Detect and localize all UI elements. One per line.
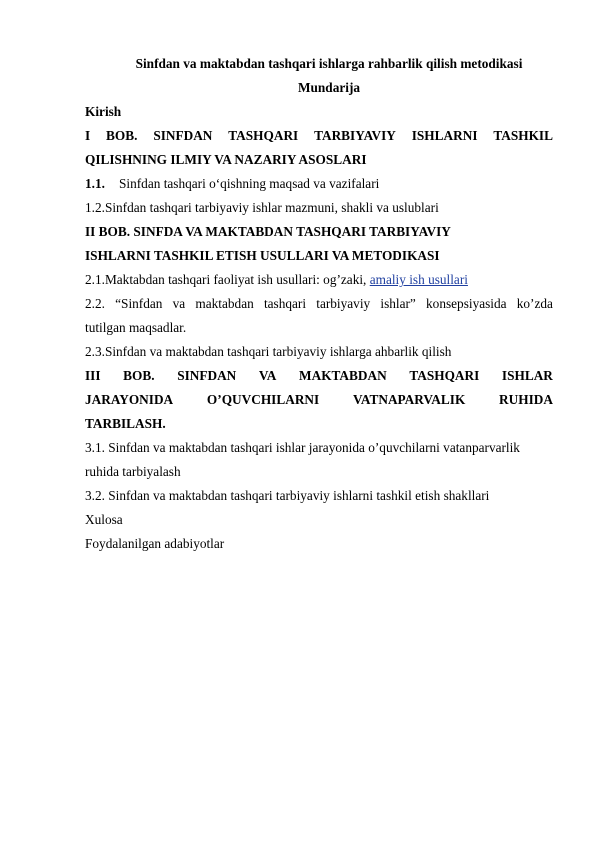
table-of-contents (85, 52, 553, 556)
text-word: maktabdan (195, 296, 254, 311)
toc-item-2-2-line1 (85, 292, 553, 316)
toc-intro: Kirish (85, 104, 122, 119)
heading-word: RUHIDA (499, 392, 553, 407)
heading-word: JARAYONIDA (85, 392, 174, 407)
toc-item-1-1 (85, 172, 553, 196)
heading-word: MAKTABDAN (299, 368, 387, 383)
heading-word: TASHQARI (228, 128, 299, 143)
heading-word: TASHQARI (409, 368, 480, 383)
amaliy-ish-usullari-link[interactable]: amaliy ish usullari (369, 272, 468, 287)
chapter2-heading-line1: II BOB. SINFDA VA MAKTABDAN TASHQARI TARBIYAVIY (85, 224, 451, 239)
toc-item-number: 1.1. (85, 176, 105, 191)
toc-item-3-1-line1: 3.1. Sinfdan va maktabdan tashqari ishlar jarayonida o’quvchilarni vatanparvarlik (85, 440, 520, 455)
text-word: 2.2. (85, 296, 105, 311)
chapter2-heading-line2: ISHLARNI TASHKIL ETISH USULLARI VA METODIKASI (85, 248, 440, 263)
heading-word: BOB. (106, 128, 138, 143)
heading-word: ISHLARNI (411, 128, 478, 143)
text-word: tashqari (263, 296, 307, 311)
heading-word: VA (258, 368, 277, 383)
toc-item-text: Sinfdan tashqari o‘qishning maqsad va vazifalari (119, 176, 380, 191)
toc-item-3-2: 3.2. Sinfdan va maktabdan tashqari tarbiyaviy ishlarni tashkil etish shakllari (85, 488, 490, 503)
text-word: “Sinfdan (115, 296, 163, 311)
toc-references: Foydalanilgan adabiyotlar (85, 536, 225, 551)
heading-word: III (85, 368, 101, 383)
text-word: ko’zda (516, 296, 553, 311)
text-word: konsepsiyasida (426, 296, 507, 311)
heading-word: SINFDAN (153, 128, 213, 143)
chapter1-heading-line2: QILISHNING ILMIY VA NAZARIY ASOSLARI (85, 152, 367, 167)
chapter1-heading-line1 (85, 124, 553, 148)
chapter3-heading-line1 (85, 364, 553, 388)
toc-item-1-2: 1.2.Sinfdan tashqari tarbiyaviy ishlar mazmuni, shakli va uslublari (85, 200, 439, 215)
text-word: tarbiyaviy (316, 296, 371, 311)
heading-word: TARBIYAVIY (314, 128, 396, 143)
heading-word: I (85, 128, 91, 143)
toc-conclusion: Xulosa (85, 512, 123, 527)
heading-word: SINFDAN (177, 368, 237, 383)
heading-word: VATNAPARVALIK (352, 392, 466, 407)
contents-heading: Mundarija (297, 80, 361, 95)
toc-item-text: 2.1.Maktabdan tashqari faoliyat ish usullari: og’zaki, (85, 272, 367, 287)
toc-item-3-1-line2: ruhida tarbiyalash (85, 464, 181, 479)
chapter3-heading-line2 (85, 388, 553, 412)
text-word: ishlar” (380, 296, 416, 311)
toc-item-2-2-line2: tutilgan maqsadlar. (85, 320, 187, 335)
chapter3-heading-line3: TARBILASH. (85, 416, 166, 431)
heading-word: TASHKIL (493, 128, 553, 143)
toc-item-2-3: 2.3.Sinfdan va maktabdan tashqari tarbiyaviy ishlarga ahbarlik qilish (85, 344, 452, 359)
text-word: va (172, 296, 186, 311)
heading-word: BOB. (123, 368, 155, 383)
toc-item-2-1 (85, 268, 553, 292)
heading-word: ISHLAR (501, 368, 553, 383)
heading-word: O’QUVCHILARNI (206, 392, 320, 407)
document-title: Sinfdan va maktabdan tashqari ishlarga rahbarlik qilish metodikasi (135, 56, 523, 71)
